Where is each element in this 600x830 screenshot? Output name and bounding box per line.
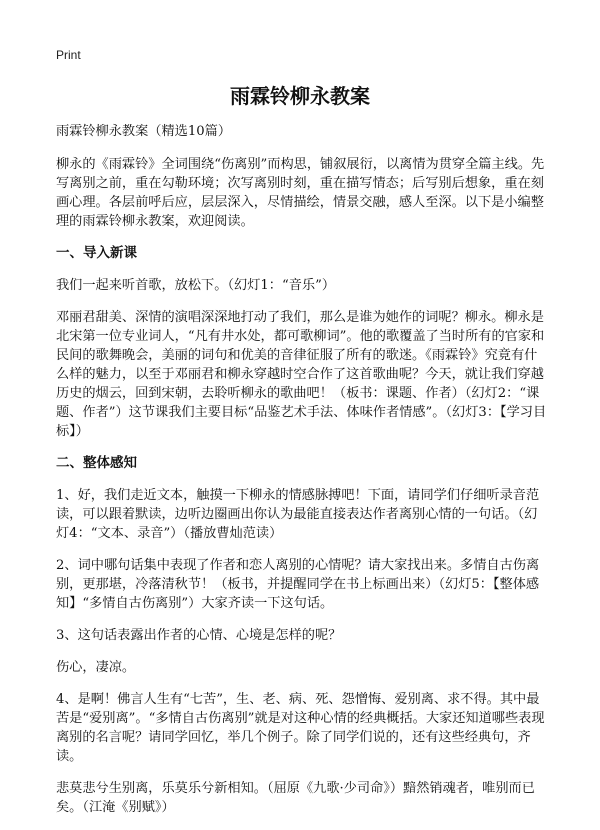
paragraph: 1、好，我们走近文本，触摸一下柳永的情感脉搏吧！下面，请同学们仔细听录音范读，可以跟着默读，边听边圈画出你认为最能直接表达作者离别心情的一句话。（幻灯4：“文本、录音”）（播放曹灿范读）: [56, 488, 540, 541]
paragraph: 邓丽君甜美、深情的演唱深深地打动了我们，那么是谁为她作的词呢？柳永。柳永是北宋第一位专业词人，“凡有井水处，都可歌柳词”。他的歌覆盖了当时所有的官家和民间的歌舞晚会，美丽的词句和优美的音律征服了所有的歌迷。《雨霖铃》究竟有什么样的魅力，以至于邓丽君和柳永穿越时空合作了这首歌曲呢？今天，就让我们穿越历史的烟云，回到宋朝，去聆听柳永的歌曲吧！（板书：课题、作者）（幻灯2：“课题、作者”）这节课我们主要目标“品鉴艺术手法、体味作者情感”。（幻灯3：【学习目标】）: [56, 310, 547, 439]
article-subtitle: 雨霖铃柳永教案（精选10篇）: [56, 124, 232, 139]
paragraph: 我们一起来听首歌，放松下。（幻灯1：“音乐”）: [56, 278, 336, 293]
article-body: [56, 122, 550, 830]
paragraph: 2、词中哪句话集中表现了作者和恋人离别的心情呢？请大家找出来。多情自古伤离别，更那堪，冷落清秋节！（板书，并提醒同学在书上标画出来）（幻灯5：【整体感知】“多情自古伤离别”）大家齐读一下这句话。: [56, 558, 540, 611]
intro-paragraph: 柳永的《雨霖铃》全词围绕“伤离别”而构思，铺叙展衍，以离情为贯穿全篇主线。先写离别之前，重在勾勒环境；次写离别时刻，重在描写情态；后写别后想象，重在刻画心理。各层前呼后应，层层深入，尽情描绘，情景交融，感人至深。以下是小编整理的雨霖铃柳永教案，欢迎阅读。: [56, 157, 545, 229]
paragraph: 悲莫悲兮生别离，乐莫乐兮新相知。（屈原《九歌·少司命》）黯然销魂者，唯别而已矣。（江淹《别赋》）: [56, 781, 535, 815]
page-title: 雨霖铃柳永教案: [230, 84, 370, 108]
section-heading-intro: 一、导入新课: [56, 245, 137, 261]
paragraph: 4、是啊！佛言人生有“七苦”，生、老、病、死、怨憎悔、爱别离、求不得。其中最苦是“爱别离”。“多情自古伤离别”就是对这种心情的经典概括。大家还知道哪些表现离别的名言呢？请同学回忆，举几个例子。除了同学们说的，还有这些经典句，齐读。: [56, 692, 545, 764]
print-link[interactable]: Print: [56, 48, 81, 62]
section-heading-overview: 二、整体感知: [56, 455, 137, 471]
paragraph: 3、这句话表露出作者的心情、心境是怎样的呢？: [56, 628, 342, 643]
paragraph: 伤心，凄凉。: [56, 660, 136, 675]
